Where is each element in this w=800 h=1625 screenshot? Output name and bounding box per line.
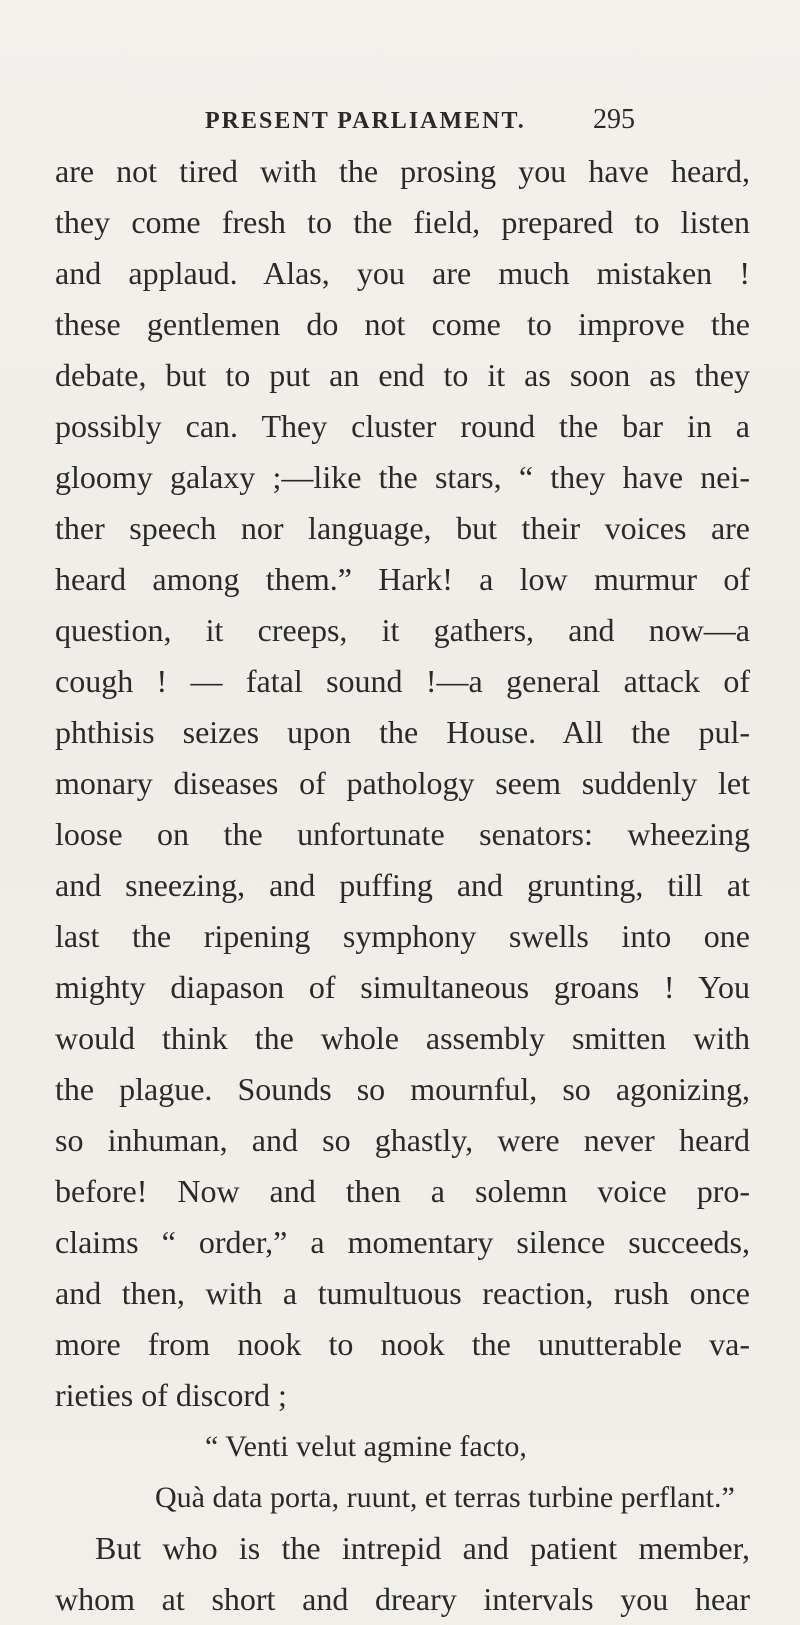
text-line: gloomy galaxy ;—like the stars, “ they have nei-	[55, 459, 750, 495]
text-line: loose on the unfortunate senators: wheezing	[55, 816, 750, 852]
text-line: mighty diapason of simultaneous groans ! You	[55, 969, 750, 1005]
running-head	[205, 104, 635, 138]
text-line: more from nook to nook the unutterable va-	[55, 1326, 750, 1362]
text-line: before! Now and then a solemn voice pro-	[55, 1173, 750, 1209]
text-line: ther speech nor language, but their voices are	[55, 510, 750, 546]
body-text	[55, 146, 750, 1625]
text-line: so inhuman, and so ghastly, were never heard	[55, 1122, 750, 1158]
text-line: claims “ order,” a momentary silence succeeds,	[55, 1224, 750, 1260]
text-line: phthisis seizes upon the House. All the pul-	[55, 714, 750, 750]
text-line: cough ! — fatal sound !—a general attack of	[55, 663, 750, 699]
text-line: these gentlemen do not come to improve the	[55, 306, 750, 342]
text-line: would think the whole assembly smitten with	[55, 1020, 750, 1056]
text-line: last the ripening symphony swells into one	[55, 918, 750, 954]
text-line: and sneezing, and puffing and grunting, till at	[55, 867, 750, 903]
verse-line: “ Venti velut agmine facto,	[205, 1430, 527, 1463]
page-number: 295	[593, 104, 635, 135]
text-line: debate, but to put an end to it as soon as they	[55, 357, 750, 393]
text-line: and applaud. Alas, you are much mistaken !	[55, 255, 750, 291]
running-title: PRESENT PARLIAMENT.	[205, 108, 526, 134]
text-line: heard among them.” Hark! a low murmur of	[55, 561, 750, 597]
verse-line: Quà data porta, ruunt, et terras turbine perflant.”	[155, 1481, 735, 1514]
text-line: monary diseases of pathology seem suddenly let	[55, 765, 750, 801]
text-line: and then, with a tumultuous reaction, rush once	[55, 1275, 750, 1311]
text-line: question, it creeps, it gathers, and now—a	[55, 612, 750, 648]
text-line: rieties of discord ;	[55, 1377, 287, 1413]
text-line: are not tired with the prosing you have heard,	[55, 153, 750, 189]
text-line: whom at short and dreary intervals you hear	[55, 1581, 750, 1617]
text-line: possibly can. They cluster round the bar in a	[55, 408, 750, 444]
text-line: they come fresh to the field, prepared to listen	[55, 204, 750, 240]
text-line: the plague. Sounds so mournful, so agonizing,	[55, 1071, 750, 1107]
text-line: But who is the intrepid and patient member,	[95, 1530, 750, 1566]
